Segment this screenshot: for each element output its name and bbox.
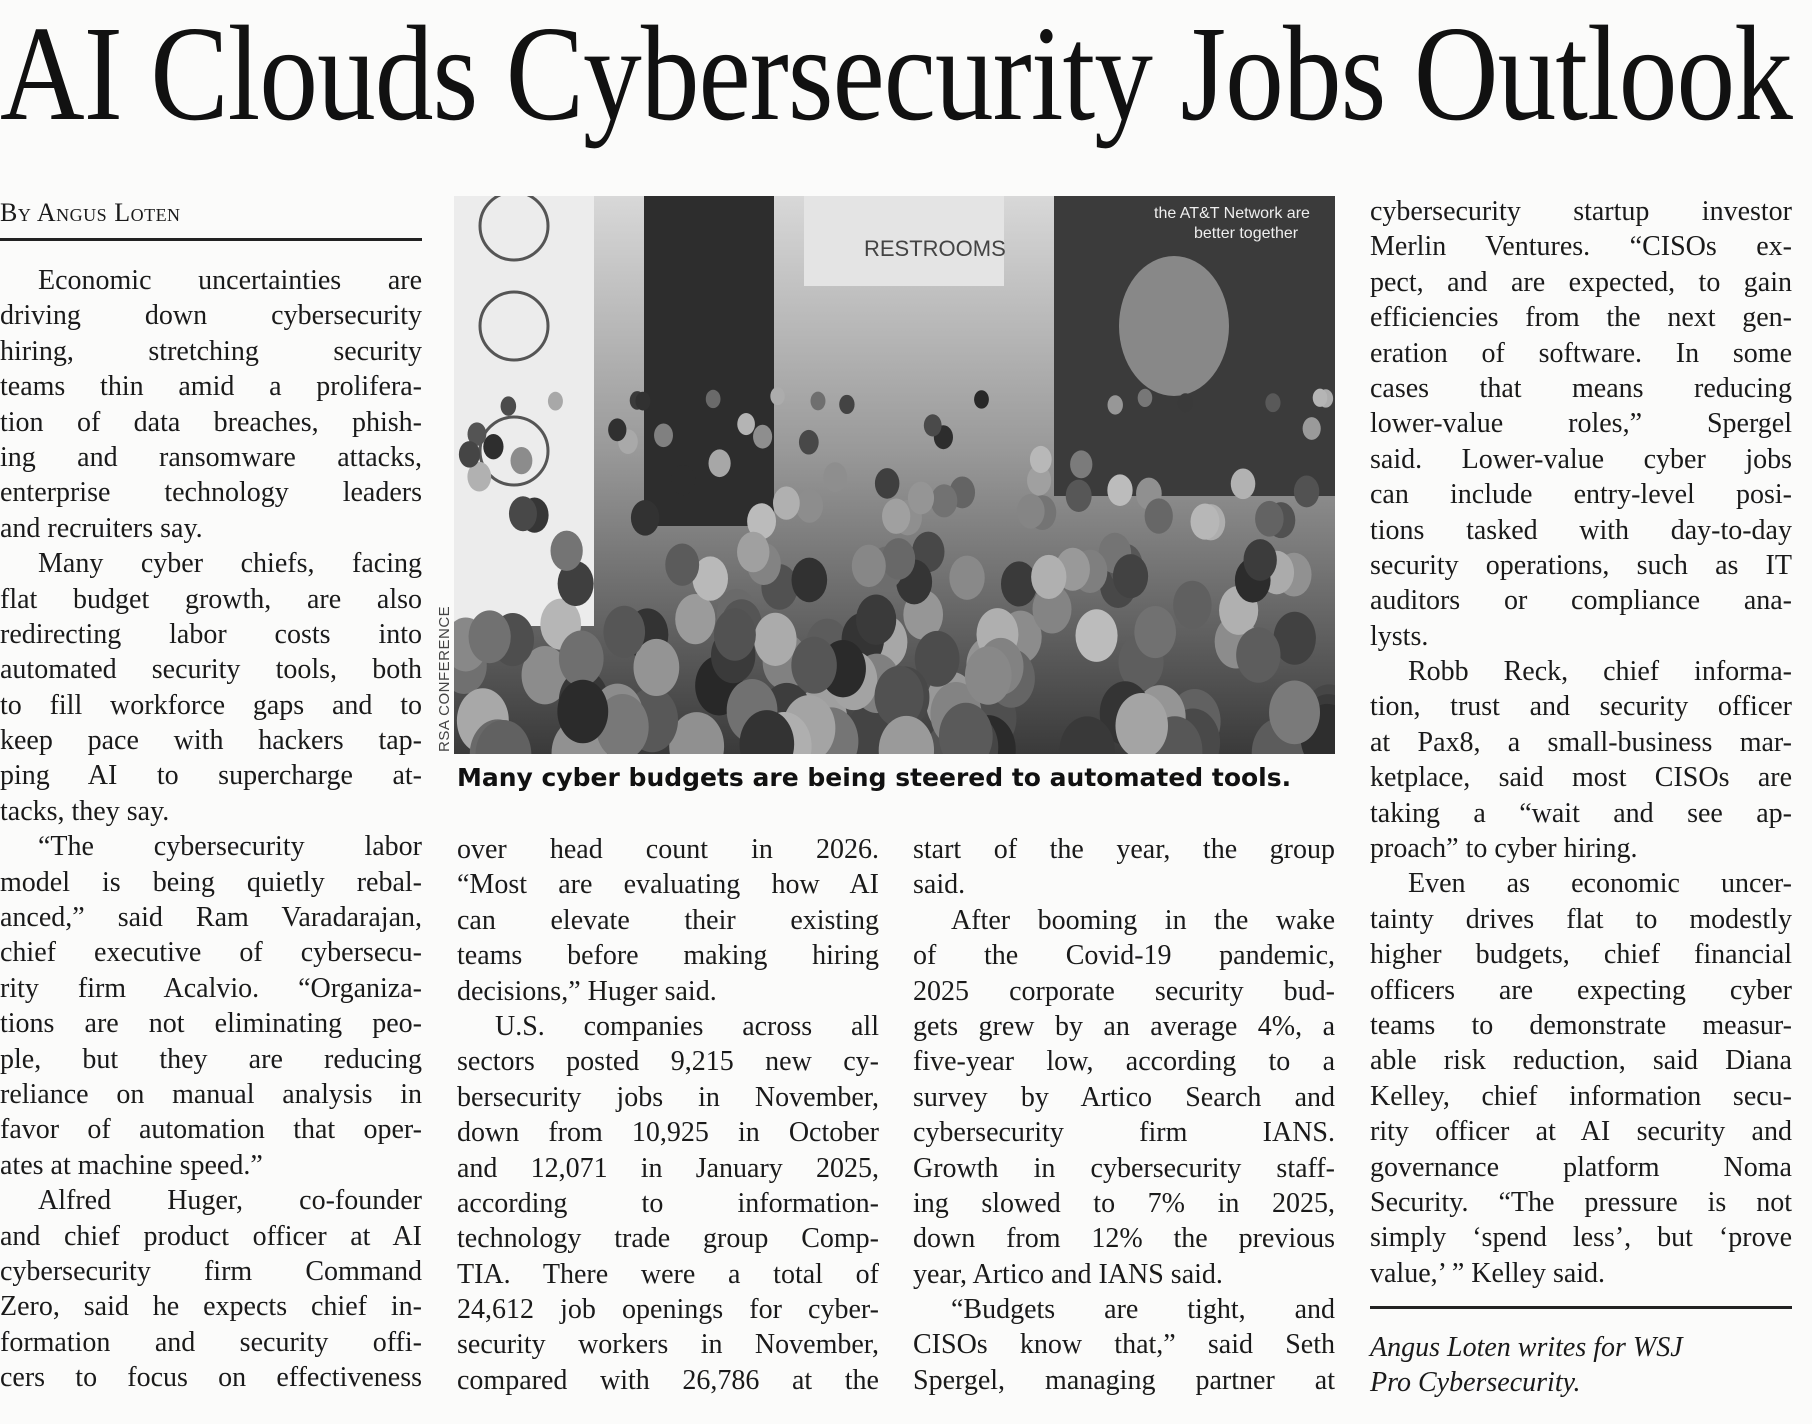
text-line: can include entry-level posi- [1370, 479, 1792, 511]
text-line: and recruiters say. [0, 512, 203, 544]
crowd-figure [1269, 681, 1320, 745]
text-line: year, Artico and IANS said. [913, 1258, 1223, 1290]
text-line: anced,” said Ram Varadarajan, [0, 902, 422, 934]
text-line: hiring, stretching security [0, 335, 422, 367]
text-line: higher budgets, chief financial [1370, 939, 1792, 971]
crowd-figure [1244, 539, 1277, 581]
crowd-figure [1017, 494, 1045, 529]
text-line: ates at machine speed.” [0, 1149, 263, 1181]
text-line: ping AI to supercharge at- [0, 760, 422, 792]
text-line: After booming in the wake [951, 904, 1335, 936]
crowd-figure [1001, 561, 1037, 606]
crowd-figure [1070, 450, 1092, 478]
text-line: eration of software. In some [1370, 337, 1792, 369]
sign-text-2: better together [1194, 225, 1299, 242]
crowd-figure [823, 462, 847, 492]
signoff-rule [1370, 1306, 1792, 1309]
text-line: and 12,071 in January 2025, [457, 1152, 879, 1184]
crowd-figure [856, 595, 896, 645]
text-line: officers are expecting cyber [1370, 974, 1792, 1006]
text-line: cases that means reducing [1370, 372, 1792, 404]
crowd-figure [709, 449, 731, 477]
crowd-figure [675, 594, 715, 644]
text-line: Merlin Ventures. “CISOs ex- [1370, 231, 1792, 263]
crowd-figure [908, 482, 934, 515]
text-line: teams to demonstrate measur- [1370, 1009, 1792, 1041]
headline [0, 0, 1792, 149]
crowd-figure [469, 610, 511, 663]
text-line: tainty drives flat to modestly [1370, 903, 1792, 935]
text-line: keep pace with hackers tap- [0, 725, 422, 757]
crowd-figure [1313, 389, 1328, 407]
byline-rule [0, 238, 422, 241]
text-line: “Budgets are tight, and [951, 1294, 1335, 1326]
crowd-figure [799, 430, 819, 455]
crowd-figure [631, 500, 659, 536]
text-line: ing slowed to 7% in 2025, [913, 1187, 1335, 1219]
crowd-figure [1145, 498, 1173, 533]
crowd-figure [792, 558, 828, 603]
crowd-figure [875, 468, 899, 499]
text-line: favor of automation that oper- [0, 1114, 422, 1146]
crowd-figure [753, 425, 772, 449]
crowd-figure [974, 390, 989, 408]
text-line: of the Covid-19 pandemic, [913, 940, 1335, 972]
article-column-3 [913, 832, 1335, 1398]
crowd-figure [931, 484, 958, 517]
crowd-figure [754, 613, 797, 666]
text-line: tions are not eliminating peo- [0, 1008, 422, 1040]
crowd-figure [1030, 446, 1052, 473]
text-line: automated security tools, both [0, 654, 422, 686]
crowd-figure [796, 489, 823, 523]
crowd-figure [654, 423, 673, 447]
text-line: tion, trust and security officer [1370, 691, 1792, 723]
crowd-figure [1113, 554, 1148, 598]
text-line: Even as economic uncer- [1408, 868, 1792, 900]
crowd-figure [1134, 606, 1176, 658]
text-line: can elevate their existing [457, 904, 879, 936]
text-line: Kelley, chief information secu- [1370, 1080, 1792, 1112]
text-line: efficiencies from the next gen- [1370, 302, 1792, 334]
text-line: sectors posted 9,215 new cy- [457, 1046, 879, 1078]
text-line: driving down cybersecurity [0, 300, 422, 332]
text-line: technology trade group Comp- [457, 1223, 879, 1255]
crowd-figure [671, 465, 695, 495]
text-line: pect, and are expected, to gain [1370, 266, 1792, 298]
text-line: redirecting labor costs into [0, 618, 422, 650]
crowd-figure [501, 396, 517, 415]
crowd-figure [1173, 581, 1212, 629]
text-line: reliance on manual analysis in [0, 1078, 422, 1110]
text-line: 24,612 job openings for cyber- [457, 1294, 879, 1326]
crowd-figure [1178, 393, 1193, 412]
crowd-figure [924, 414, 942, 436]
text-line: enterprise technology leaders [0, 477, 422, 509]
crowd-figure [557, 680, 608, 744]
text-line: CISOs know that,” said Seth [913, 1329, 1335, 1361]
text-line: five-year low, according to a [913, 1046, 1335, 1078]
text-line: “Most are evaluating how AI [457, 869, 879, 901]
crowd-figure [839, 395, 854, 414]
crowd-figure [1255, 501, 1284, 537]
text-line: proach” to cyber hiring. [1370, 833, 1638, 865]
text-line: said. Lower-value cyber jobs [1370, 443, 1792, 475]
text-line: teams before making hiring [457, 940, 879, 972]
text-line: down from 10,925 in October [457, 1117, 879, 1149]
text-line: survey by Artico Search and [913, 1081, 1335, 1113]
crowd-figure [1075, 609, 1117, 662]
article-column-2 [457, 832, 879, 1398]
crowd-figure [1031, 555, 1066, 599]
crowd-figure [1138, 389, 1153, 407]
text-line: governance platform Noma [1370, 1151, 1792, 1183]
text-line: cers to focus on effectiveness [0, 1362, 422, 1394]
signoff-line: Angus Loten writes for WSJ [1370, 1332, 1683, 1363]
crowd-figure [773, 486, 800, 519]
crowd-figure [852, 545, 886, 588]
crowd-figure [509, 496, 537, 531]
text-line: gets grew by an average 4%, a [913, 1010, 1335, 1042]
text-line: simply ‘spend less’, but ‘prove [1370, 1222, 1792, 1254]
crowd-figure [882, 499, 910, 534]
text-line: Alfred Huger, co-founder [38, 1185, 422, 1217]
crowd-figure [1066, 480, 1092, 512]
crowd-figure [1108, 395, 1123, 414]
crowd-figure [706, 390, 721, 408]
crowd-figure [965, 646, 1012, 704]
crowd-figure [737, 413, 755, 435]
crowd-figure [882, 538, 915, 580]
text-line: bersecurity jobs in November, [457, 1081, 879, 1113]
crowd-figure [1107, 474, 1132, 506]
text-line: value,’ ” Kelley said. [1370, 1257, 1606, 1289]
text-line: and chief product officer at AI [0, 1220, 422, 1252]
restrooms-sign: RESTROOMS [864, 236, 1006, 261]
headline-text: AI Clouds Cybersecurity Jobs Outlook [0, 0, 1792, 149]
text-line: cybersecurity firm Command [0, 1255, 422, 1287]
text-line: according to information- [457, 1187, 879, 1219]
author-signoff [1370, 1330, 1792, 1401]
sign-text-1: the AT&T Network are [1154, 205, 1310, 222]
text-line: Robb Reck, chief informa- [1408, 656, 1792, 688]
text-line: lysts. [1370, 620, 1429, 652]
crowd-figure [1265, 393, 1280, 412]
text-line: ketplace, said most CISOs are [1370, 762, 1792, 794]
text-line: cybersecurity startup investor [1370, 196, 1792, 227]
text-line: able risk reduction, said Diana [1370, 1045, 1792, 1077]
crowd-figure [635, 392, 650, 411]
text-line: tions tasked with day-to-day [1370, 514, 1792, 546]
crowd-figure [1191, 504, 1220, 540]
text-line: Security. “The pressure is not [1370, 1186, 1792, 1218]
text-line: start of the year, the group [913, 834, 1335, 865]
crowd-figure [1231, 468, 1256, 499]
text-line: Many cyber chiefs, facing [38, 548, 422, 580]
photo-illustration [454, 196, 1335, 754]
crowd-figure [559, 630, 604, 686]
crowd-figure [665, 543, 699, 585]
text-line: over head count in 2026. [457, 834, 879, 865]
photo-caption: Many cyber budgets are being steered to automated tools. [457, 763, 1292, 792]
photo-credit: RSA CONFERENCE [436, 605, 453, 752]
crowd-figure [1294, 476, 1319, 508]
text-line: auditors or compliance ana- [1370, 585, 1792, 617]
text-line: rity firm Acalvio. “Organiza- [0, 972, 422, 1004]
text-line: at Pax8, a small-business mar- [1370, 726, 1792, 758]
text-line: teams thin amid a prolifera- [0, 371, 422, 403]
text-line: said. [913, 869, 966, 901]
crowd-figure [1236, 627, 1280, 682]
text-line: Zero, said he expects chief in- [0, 1291, 422, 1323]
text-line: cybersecurity firm IANS. [913, 1117, 1335, 1149]
text-line: ing and ransomware attacks, [0, 441, 422, 473]
text-line: security operations, such as IT [1370, 549, 1792, 581]
text-line: 2025 corporate security bud- [913, 975, 1335, 1007]
crowd-figure [737, 532, 769, 573]
text-line: compared with 26,786 at the [457, 1364, 879, 1396]
article-column-1 [0, 263, 422, 1396]
text-line: tion of data breaches, phish- [0, 406, 422, 438]
crowd-figure [511, 447, 533, 474]
text-line: flat budget growth, are also [0, 583, 422, 615]
signoff-line: Pro Cybersecurity. [1370, 1367, 1581, 1399]
text-line: rity officer at AI security and [1370, 1116, 1792, 1148]
text-line: ple, but they are reducing [0, 1043, 422, 1075]
crowd-figure [551, 531, 583, 571]
text-line: decisions,” Huger said. [457, 975, 717, 1007]
crowd-figure [770, 387, 784, 405]
text-line: TIA. There were a total of [457, 1258, 879, 1290]
text-line: Economic uncertainties are [38, 265, 422, 296]
text-line: “The cybersecurity labor [38, 831, 422, 863]
text-line: taking a “wait and see ap- [1370, 797, 1792, 829]
text-line: tacks, they say. [0, 795, 170, 827]
crowd-figure [483, 434, 503, 459]
text-line: formation and security offi- [0, 1326, 422, 1358]
crowd-figure [714, 608, 756, 660]
text-line: Growth in cybersecurity staff- [913, 1152, 1335, 1184]
crowd-figure [459, 441, 480, 467]
article-column-4 [1370, 194, 1792, 1291]
text-line: lower-value roles,” Spergel [1370, 408, 1792, 440]
conference-crowd-photo [454, 196, 1335, 754]
crowd-figure [1303, 417, 1321, 440]
byline: By Angus Loten [0, 198, 181, 227]
text-line: chief executive of cybersecu- [0, 937, 422, 969]
text-line: Spergel, managing partner at [913, 1364, 1335, 1396]
text-line: security workers in November, [457, 1329, 879, 1361]
crowd-figure [949, 556, 984, 600]
text-line: down from 12% the previous [913, 1223, 1335, 1255]
crowd-figure [811, 392, 826, 411]
text-line: model is being quietly rebal- [0, 866, 422, 898]
crowd-figure [608, 418, 626, 441]
crowd-figure [791, 637, 837, 694]
text-line: to fill workforce gaps and to [0, 689, 422, 721]
crowd-figure [548, 392, 563, 411]
crowd-figure [603, 606, 645, 658]
text-line: U.S. companies across all [495, 1010, 879, 1042]
